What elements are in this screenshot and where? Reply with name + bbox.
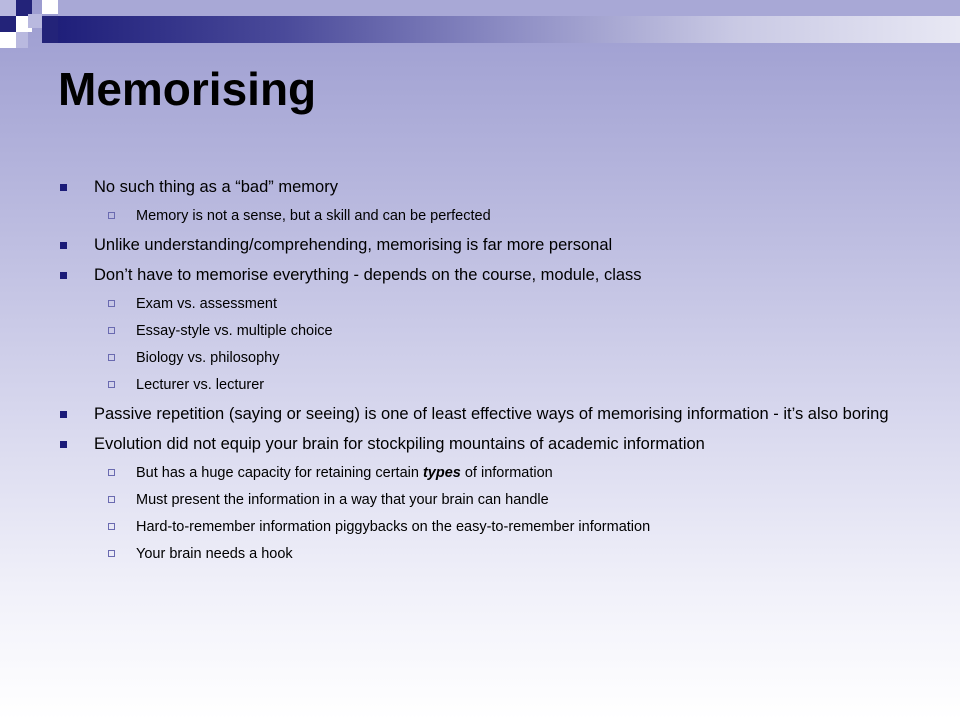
deco-square (0, 16, 16, 32)
deco-square (42, 16, 58, 43)
sub-bullet-text: Must present the information in a way that your brain can handle (136, 492, 549, 508)
deco-square (0, 0, 16, 16)
sub-bullet-text: Memory is not a sense, but a skill and can be perfected (136, 208, 491, 224)
bullet-item (60, 236, 920, 255)
hollow-square-bullet-icon (108, 550, 115, 557)
square-bullet-icon (60, 184, 67, 191)
sub-bullet-text-before: But has a huge capacity for retaining certain (136, 465, 423, 481)
hollow-square-bullet-icon (108, 300, 115, 307)
deco-square (28, 14, 42, 28)
sub-bullet-text: Exam vs. assessment (136, 296, 278, 312)
bullet-item (60, 435, 920, 454)
sub-bullet-item (60, 207, 920, 225)
hollow-square-bullet-icon (108, 381, 115, 388)
hollow-square-bullet-icon (108, 354, 115, 361)
emphasis-text: types (422, 465, 461, 481)
bullet-item (60, 178, 920, 197)
sub-bullet-item (60, 491, 920, 509)
sub-bullet-item (60, 322, 920, 340)
bullet-list (60, 178, 920, 563)
sub-bullet-text: Your brain needs a hook (136, 546, 293, 562)
deco-square (16, 32, 28, 48)
header-strip (58, 0, 960, 16)
sub-bullet-item (60, 545, 920, 563)
bullet-text: Evolution did not equip your brain for stockpiling mountains of academic information (94, 435, 705, 453)
sub-bullet-text: Hard-to-remember information piggybacks on the easy-to-remember information (136, 519, 651, 535)
sub-bullet-text-after: of information (460, 465, 553, 481)
bullet-text: Unlike understanding/comprehending, memorising is far more personal (94, 236, 613, 254)
sub-bullet-item (60, 376, 920, 394)
square-bullet-icon (60, 272, 67, 279)
sub-bullet-item (60, 295, 920, 313)
hollow-square-bullet-icon (108, 523, 115, 530)
hollow-square-bullet-icon (108, 212, 115, 219)
sub-bullet-text: Biology vs. philosophy (136, 350, 280, 366)
square-bullet-icon (60, 441, 67, 448)
bullet-text: No such thing as a “bad” memory (94, 178, 338, 196)
sub-bullet-item (60, 518, 920, 536)
sub-bullet-item (60, 349, 920, 367)
bullet-text: Don’t have to memorise everything - depends on the course, module, class (94, 266, 642, 284)
square-bullet-icon (60, 411, 67, 418)
sub-bullet-text: Essay-style vs. multiple choice (136, 323, 333, 339)
bullet-text: Passive repetition (saying or seeing) is one of least effective ways of memorising information - it’s also boring (94, 405, 889, 423)
sub-bullet-item (60, 464, 920, 482)
sub-bullet-text: Lecturer vs. lecturer (136, 377, 265, 393)
deco-square (42, 0, 58, 14)
hollow-square-bullet-icon (108, 327, 115, 334)
deco-square (0, 32, 16, 48)
slide-title: Memorising (58, 63, 317, 115)
header-gradient-bar (58, 16, 960, 43)
hollow-square-bullet-icon (108, 496, 115, 503)
square-bullet-icon (60, 242, 67, 249)
bullet-item (60, 266, 920, 285)
hollow-square-bullet-icon (108, 469, 115, 476)
bullet-item (60, 405, 920, 424)
